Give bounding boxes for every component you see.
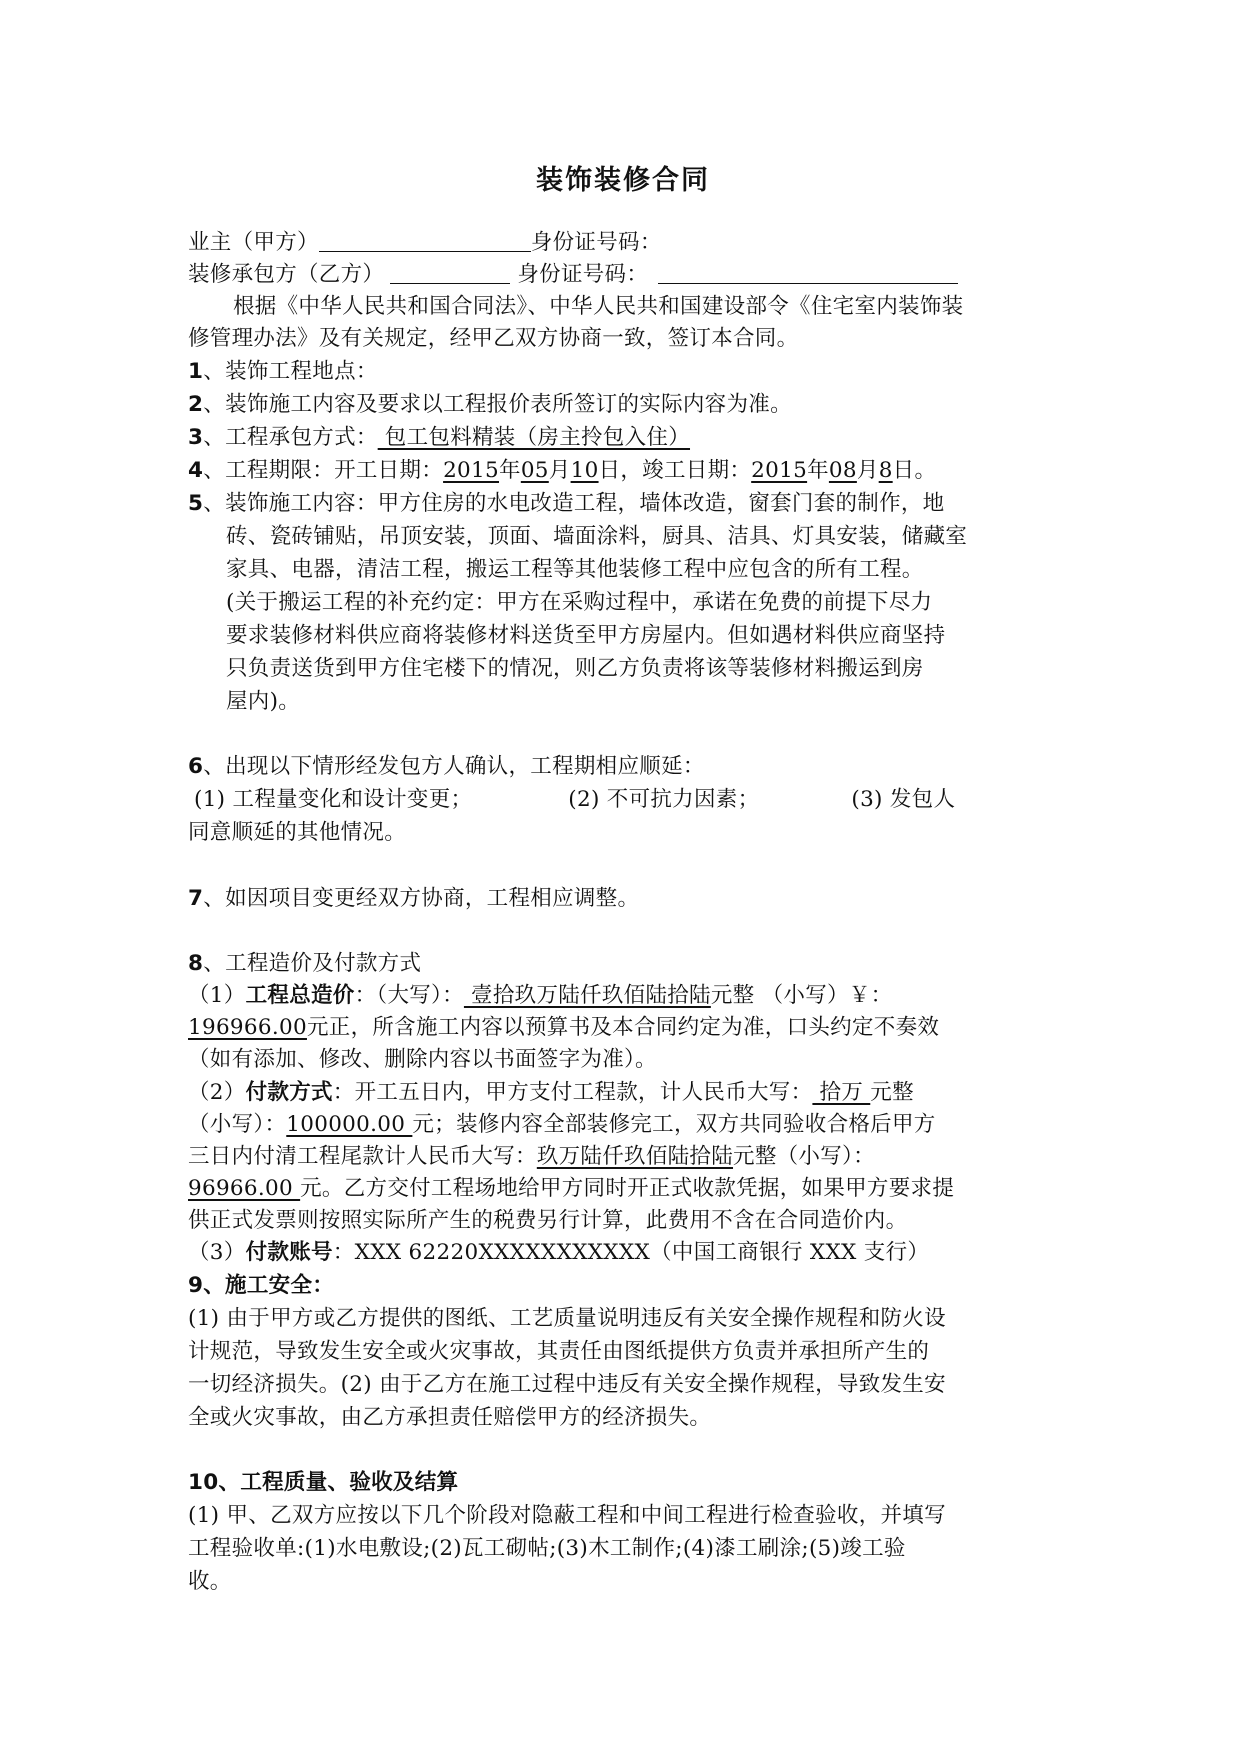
section-5-line-6: 只负责送货到甲方住宅楼下的情况，则乙方负责将该等装修材料搬运到房 [226, 656, 924, 681]
payment-line-1 [188, 1078, 914, 1108]
total-price-figure: 196966.00 [188, 1015, 307, 1040]
owner-line [188, 228, 662, 258]
section-3-num: 3 [188, 425, 204, 450]
section-9-line-1: (1) 由于甲方或乙方提供的图纸、工艺质量说明违反有关安全操作规程和防火设 [188, 1306, 946, 1331]
total-price-line-3: （如有添加、修改、删除内容以书面签字为准）。 [188, 1047, 657, 1072]
section-7-text: 、如因项目变更经双方协商，工程相应调整。 [203, 886, 640, 911]
final-payment-figure: 96966.00 [188, 1176, 301, 1201]
contractor-id-blank [658, 261, 958, 284]
end-month: 08 [828, 458, 857, 483]
section-1-num: 1 [188, 359, 204, 384]
day-label-1: 日，竣工日期： [598, 458, 752, 483]
account-no: （3） [188, 1240, 246, 1265]
section-5-num: 5 [188, 491, 204, 516]
section-3 [188, 423, 690, 453]
section-9-line-3: 一切经济损失。(2) 由于乙方在施工过程中违反有关安全操作规程，导致发生安 [188, 1372, 946, 1397]
section-8 [188, 949, 421, 979]
section-6 [188, 752, 705, 782]
account-text: ：XXX 62220XXXXXXXXXXX（中国工商银行 XXX 支行） [332, 1240, 930, 1265]
section-5-line-4: (关于搬运工程的补充约定：甲方在采购过程中，承诺在免费的前提下尽力 [226, 590, 933, 615]
section-6-line-2: 同意顺延的其他情况。 [188, 820, 407, 845]
total-price-text-b: 元整 （小写）￥： [710, 983, 893, 1008]
payment-text-a: ：开工五日内，甲方支付工程款，计人民币大写： [332, 1080, 813, 1105]
payment-text-g: 元。乙方交付工程场地给甲方同时开正式收款凭据，如果甲方要求提 [300, 1176, 955, 1201]
contractor-line [188, 260, 958, 290]
intro-line-2: 修管理办法》及有关规定，经甲乙双方协商一致，签订本合同。 [188, 326, 799, 351]
total-price-line-1 [188, 981, 892, 1011]
payment-text-b: 元整 [870, 1080, 914, 1105]
section-6-items [194, 785, 955, 815]
year-label-1: 年 [499, 458, 521, 483]
section-4-pre: 、工程期限：开工日期： [203, 458, 444, 483]
section-9-line-4: 全或火灾事故，由乙方承担责任赔偿甲方的经济损失。 [188, 1405, 712, 1430]
payment-line-2 [188, 1110, 936, 1140]
payment-text-f: 元整（小写）： [733, 1144, 875, 1169]
section-5-text: 、装饰施工内容：甲方住房的水电改造工程，墙体改造，窗套门套的制作，地 [203, 491, 945, 516]
total-price-capital: 壹拾玖万陆仟玖佰陆拾陆 [463, 983, 711, 1008]
total-price-label: 工程总造价 [245, 983, 355, 1008]
document-title: 装饰装修合同 [536, 165, 710, 196]
section-2-text: 、装饰施工内容及要求以工程报价表所签订的实际内容为准。 [203, 392, 792, 417]
contractor-name-blank [390, 261, 510, 284]
payment-text-c: （小写）： [188, 1112, 287, 1137]
section-5-line-2: 砖、瓷砖铺贴，吊顶安装，顶面、墙面涂料，厨具、洁具、灯具安装，储藏室 [226, 524, 968, 549]
section-10-line-3: 收。 [188, 1569, 232, 1594]
total-price-no: （1） [188, 983, 246, 1008]
start-day: 10 [570, 458, 599, 483]
start-year: 2015 [443, 458, 499, 483]
section-5-line-1 [188, 489, 944, 519]
start-month: 05 [520, 458, 549, 483]
contract-mode-value: 包工包料精装（房主拎包入住） [377, 425, 691, 450]
section-8-text: 、工程造价及付款方式 [203, 951, 422, 976]
section-6-item-3: (3) 发包人 [851, 787, 956, 812]
total-price-line-2 [188, 1013, 939, 1043]
section-10-line-2: 工程验收单:(1)水电敷设;(2)瓦工砌帖;(3)木工制作;(4)漆工刷涂;(5)竣工验 [188, 1536, 906, 1561]
year-label-2: 年 [807, 458, 829, 483]
account-label: 付款账号 [245, 1240, 333, 1265]
section-9-line-2: 计规范，导致发生安全或火灾事故，其责任由图纸提供方负责并承担所产生的 [188, 1339, 930, 1364]
section-8-num: 8 [188, 951, 204, 976]
section-5-line-7: 屋内)。 [226, 689, 301, 714]
section-10-line-1: (1) 甲、乙双方应按以下几个阶段对隐蔽工程和中间工程进行检查验收，并填写 [188, 1503, 946, 1528]
section-1 [188, 357, 378, 387]
section-6-num: 6 [188, 754, 204, 779]
payment-no: （2） [188, 1080, 246, 1105]
section-9-heading: 9、施工安全： [188, 1273, 335, 1298]
section-7 [188, 884, 639, 914]
end-year: 2015 [751, 458, 808, 483]
owner-id-label: 身份证号码： [530, 230, 662, 255]
section-3-text: 、工程承包方式： [203, 425, 378, 450]
section-2 [188, 390, 792, 420]
month-label-2: 月 [856, 458, 879, 483]
account-line [188, 1238, 929, 1268]
payment-text-e: 三日内付清工程尾款计人民币大写： [188, 1144, 537, 1169]
section-6-text: 、出现以下情形经发包方人确认，工程期相应顺延： [203, 754, 705, 779]
end-day: 8 [878, 458, 893, 483]
final-payment-capital: 玖万陆仟玖佰陆拾陆 [536, 1144, 734, 1169]
day-label-2: 日。 [892, 458, 937, 483]
section-6-item-1: (1) 工程量变化和设计变更； [194, 787, 473, 812]
first-payment-figure: 100000.00 [286, 1112, 413, 1137]
section-2-num: 2 [188, 392, 204, 417]
contractor-label: 装修承包方（乙方） [188, 262, 385, 287]
payment-line-5: 供正式发票则按照实际所产生的税费另行计算，此费用不含在合同造价内。 [188, 1208, 908, 1233]
owner-label: 业主（甲方） [188, 230, 319, 255]
payment-label: 付款方式 [245, 1080, 333, 1105]
intro-line-1: 根据《中华人民共和国合同法》、中华人民共和国建设部令《住宅室内装饰装 [233, 294, 964, 319]
payment-text-d: 元；装修内容全部装修完工，双方共同验收合格后甲方 [412, 1112, 936, 1137]
payment-line-4 [188, 1174, 954, 1204]
section-5-line-3: 家具、电器，清洁工程，搬运工程等其他装修工程中应包含的所有工程。 [226, 557, 924, 582]
section-4 [188, 456, 936, 486]
section-5-line-5: 要求装修材料供应商将装修材料送货至甲方房屋内。但如遇材料供应商坚持 [226, 623, 946, 648]
section-1-text: 、装饰工程地点： [203, 359, 378, 384]
section-10-heading: 10、工程质量、验收及结算 [188, 1470, 459, 1495]
total-price-text-a: ：（大写）： [354, 983, 464, 1008]
contractor-id-label: 身份证号码： [517, 262, 649, 287]
month-label-1: 月 [548, 458, 571, 483]
owner-name-blank [319, 229, 531, 252]
section-7-num: 7 [188, 886, 204, 911]
payment-line-3 [188, 1142, 875, 1172]
first-payment-capital: 拾万 [812, 1080, 871, 1105]
section-4-num: 4 [188, 458, 204, 483]
total-price-text-c: 元正，所含施工内容以预算书及本合同约定为准，口头约定不奏效 [306, 1015, 940, 1040]
section-6-item-2: (2) 不可抗力因素； [568, 787, 760, 812]
